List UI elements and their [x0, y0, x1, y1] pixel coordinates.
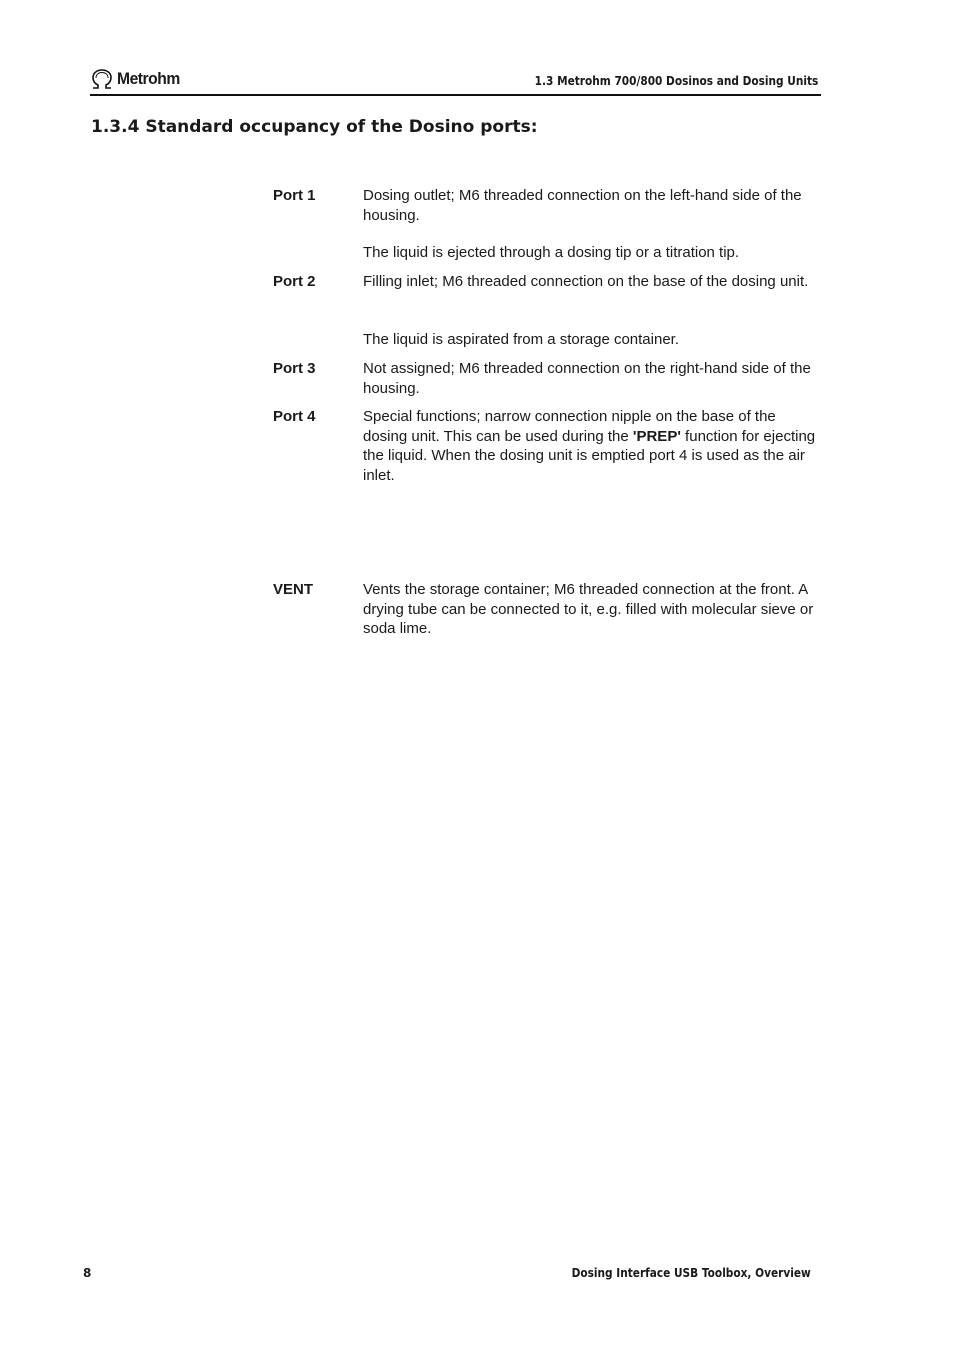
port-1-note: The liquid is ejected through a dosing tip or a titration tip.: [363, 244, 740, 261]
vent-description: Vents the storage container; M6 threaded connection at the front. A drying tube can be connected to it, e.g. filled with molecular sieve or soda lime.: [363, 581, 814, 637]
port-1-label: Port 1: [273, 187, 316, 204]
running-header-title: 1.3 Metrohm 700/800 Dosinos and Dosing Units: [534, 74, 818, 88]
port-4-label: Port 4: [273, 408, 316, 425]
section-heading: 1.3.4 Standard occupancy of the Dosino ports:: [91, 117, 538, 137]
brand-logo: [90, 68, 185, 90]
vent-label: VENT: [273, 581, 314, 598]
page-header: [90, 66, 821, 96]
port-4-description: [363, 407, 823, 485]
port-2-description: Filling inlet; M6 threaded connection on the base of the dosing unit.: [363, 273, 809, 290]
footer-document-title: Dosing Interface USB Toolbox, Overview: [571, 1266, 811, 1280]
logo-text: Metrohm: [117, 69, 180, 88]
port-2-note: The liquid is aspirated from a storage container.: [363, 331, 680, 348]
port-3-description: Not assigned; M6 threaded connection on the right-hand side of the housing.: [363, 360, 811, 397]
port-4-text-end: function for ejecting the liquid. When the dosing unit is emptied port 4 is used as the air inlet.: [363, 427, 816, 484]
port-1-description: Dosing outlet; M6 threaded connection on the left-hand side of the housing.: [363, 187, 802, 224]
page-number: 8: [83, 1266, 92, 1280]
prep-function-name: 'PREP': [632, 427, 681, 445]
omega-icon: [90, 68, 114, 90]
port-4-text-start: Special functions; narrow connection nipple on the base of the dosing unit. This can be used during the: [363, 408, 776, 445]
port-2-label: Port 2: [273, 273, 316, 290]
port-3-label: Port 3: [273, 360, 316, 377]
